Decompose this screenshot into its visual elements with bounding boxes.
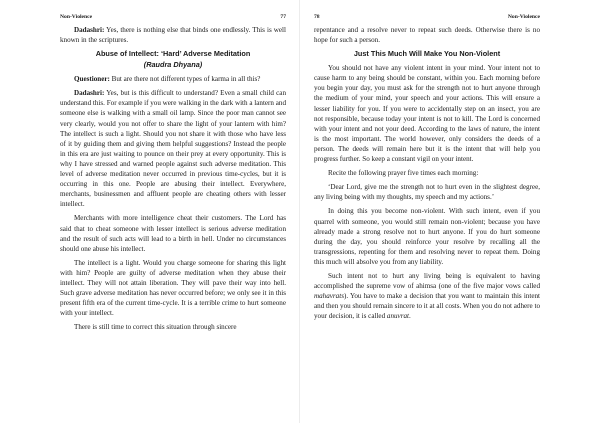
section-subheading: (Raudra Dhyana) <box>143 60 203 70</box>
running-head-left: Non-Violence <box>60 14 93 20</box>
speaker-label: Questioner: <box>74 75 110 84</box>
paragraph: Such intent not to hurt any living being is equivalent to having accomplished the supreme vow of ahimsa (one of the five major vows called mahavrats). You have to make a decision that you want to maintain this intent and then you should remain sincere to it at all costs. When you do not adhere to your decision, it is called anuvrat. <box>314 271 540 321</box>
speaker-label: Dadashri: <box>74 26 105 34</box>
term-italic: anuvrat <box>386 312 409 321</box>
paragraph: Dadashri: Yes, there is nothing else that binds one endlessly. This is well known in the scriptures. <box>60 26 286 45</box>
running-head-right: Non-Violence <box>507 14 540 20</box>
paragraph: You should not have any violent intent in your mind. Your intent not to cause harm to any being should be constant, within you. Each morning before you begin your day, you must ask for the strength not to hurt anyone through the medium of your mind, your speech and your actions. This will ensure a lesser liability for you. If you were to accidentally step on an insect, you are not responsible, because today your intent is not to kill. The Lord is concerned with your intent and not your deed. According to the laws of nature, the intent is the most important. The world however, only considers the deeds of a person. The deeds will remain here but it is the intent that will help you progress further. So keep a constant vigil on your intent. <box>314 64 540 164</box>
page-header-left <box>60 14 286 23</box>
prayer-quote: ‘Dear Lord, give me the strength not to hurt even in the slightest degree, any living being with my thoughts, my speech and my actions.’ <box>314 183 540 202</box>
section-heading: Just This Much Will Make You Non-Violent <box>353 49 501 59</box>
paragraph: Recite the following prayer five times each morning: <box>328 169 479 178</box>
paragraph: Merchants with more intelligence cheat their customers. The Lord has said that to cheat someone with lesser intellect is serious adverse meditation and the result of such acts will lead to a birth in hell. Under no circumstances should one abuse his intellect. <box>60 214 286 253</box>
page-header-right <box>314 14 540 23</box>
page-number-right: 78 <box>314 14 320 20</box>
paragraph: Questioner: But are there not different types of karma in all this? <box>74 75 261 84</box>
paragraph: There is still time to correct this situation through sincere <box>74 323 237 332</box>
term-italic: mahavrats <box>314 292 344 301</box>
page-body-right <box>314 25 540 321</box>
paragraph: The intellect is a light. Would you charge someone for sharing this light with him? People are guilty of adverse meditation when they abuse their intellect. They will not attain liberation. They will pave their way into hell. Such grave adverse meditation has never occurred before; we only see it in this present fifth era of the current time-cycle. It is a terrible crime to hurt someone with your intellect. <box>60 258 286 318</box>
section-heading: Abuse of Intellect: ‘Hard’ Adverse Meditation <box>95 49 251 59</box>
paragraph: In doing this you become non-violent. With such intent, even if you quarrel with someone, you would still remain non-violent; because you have already made a strong resolve not to hurt anyone. If you do hurt someone during the day, you should reinforce your resolve by recalling all the transgressions, repenting for them and resolving never to repeat them. Doing this much will absolve you from any liability. <box>314 207 540 266</box>
speaker-label: Dadashri: <box>74 89 105 98</box>
page-right <box>300 0 600 423</box>
paragraph: repentance and a resolve never to repeat such deeds. Otherwise there is no hope for such a person. <box>314 26 540 45</box>
paragraph: Dadashri: Yes, but is this difficult to understand? Even a small child can understand this. For example if you were walking in the dark with a lantern and someone else is walking with a small oil lamp. Since the poor man cannot see very clearly, would you not offer to share the light of your lantern with him? The intellect is such a light. Should you not share it with those who have less of it by guiding them and giving them helpful suggestions? Instead the people in this era are just waiting to pounce on their prey at every opportunity. This is why I have stressed and warned people against such adverse meditation. This level of adverse meditation never occurred in previous time-cycles, but it is occurring in this one. People are abusing their intellect. Everywhere, merchants, businessmen and affluent people are cheating others with lesser intellect. <box>60 89 286 209</box>
page-number-left: 77 <box>280 14 286 20</box>
page-body-left <box>60 25 286 332</box>
